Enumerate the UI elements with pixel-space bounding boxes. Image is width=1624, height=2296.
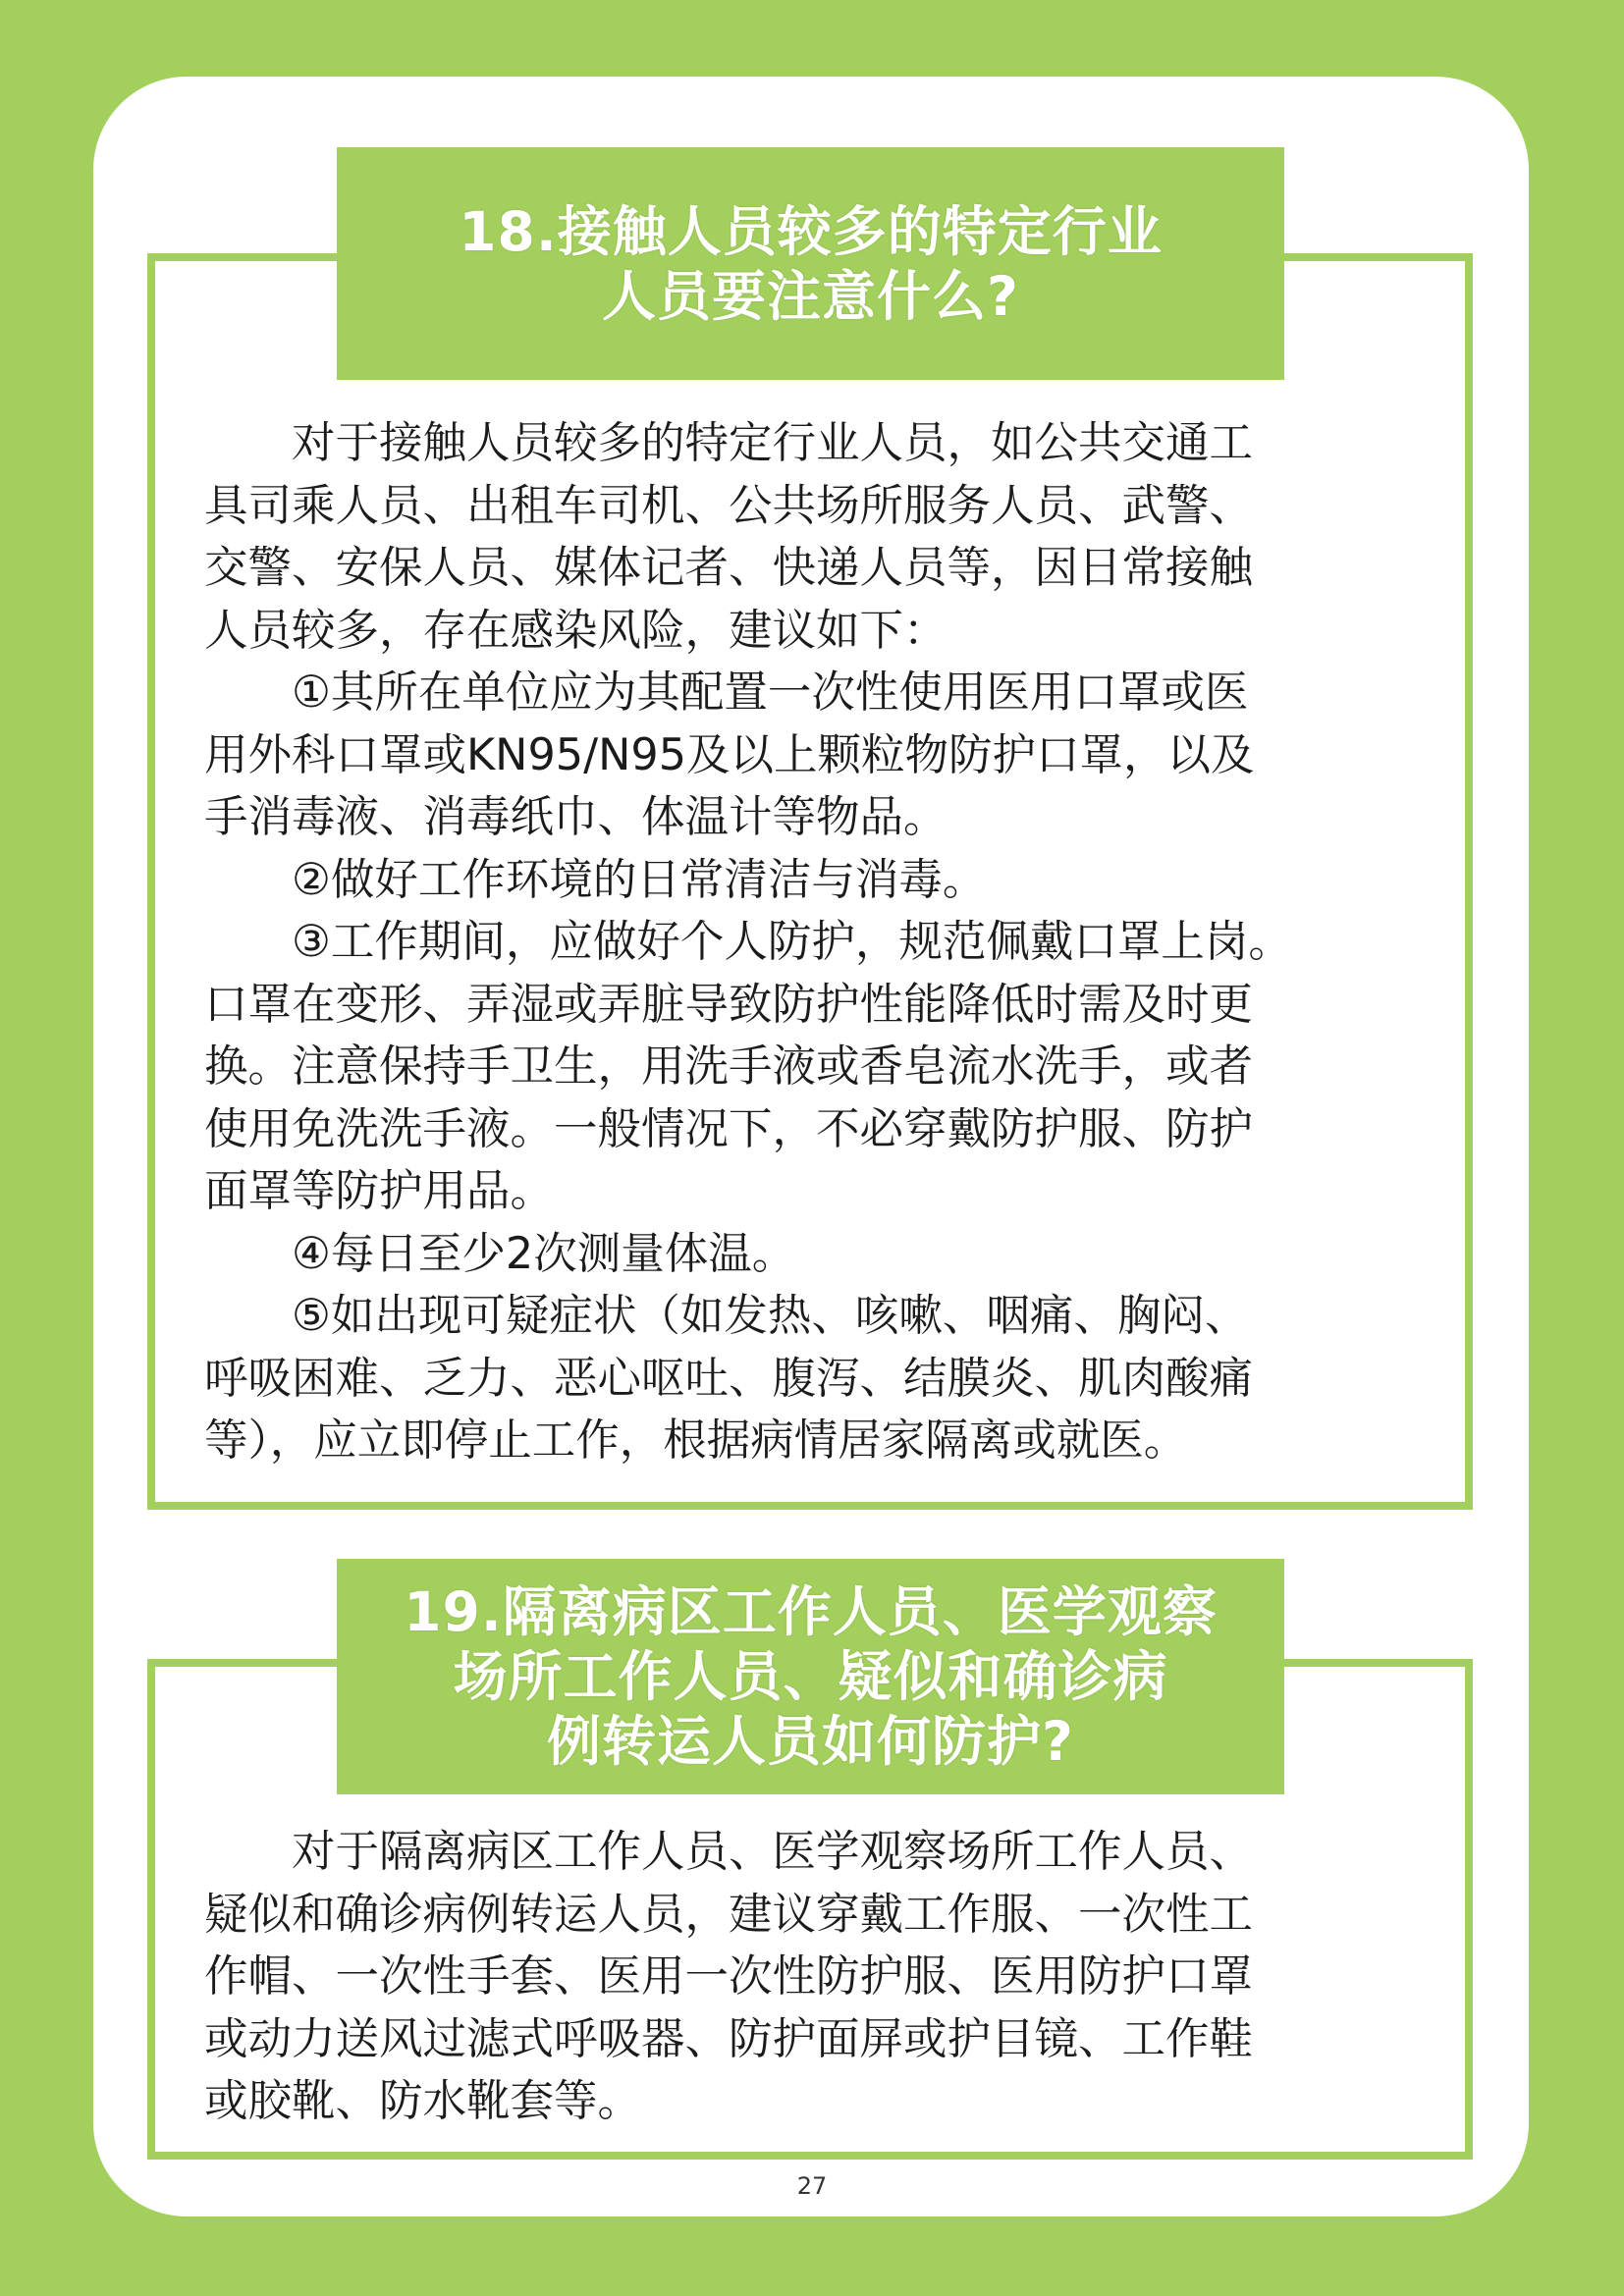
- body-line: 人员较多，存在感染风险，建议如下：: [204, 605, 947, 656]
- body-line: 呼吸困难、乏力、恶心呕吐、腹泻、结膜炎、肌肉酸痛: [204, 1353, 1254, 1404]
- body-line: 或动力送风过滤式呼吸器、防护面屏或护目镜、工作鞋: [204, 2013, 1254, 2064]
- section-18-title-line-2: 人员要注意什么?: [602, 264, 1019, 328]
- body-line: 等），应立即停止工作，根据病情居家隔离或就医。: [204, 1415, 1188, 1466]
- body-line: 疑似和确诊病例转运人员，建议穿戴工作服、一次性工: [204, 1889, 1254, 1940]
- body-line: ③工作期间，应做好个人防护，规范佩戴口罩上岗。: [292, 917, 1292, 967]
- body-line: 手消毒液、消毒纸巾、体温计等物品。: [204, 792, 947, 842]
- section-19-title-line-2: 场所工作人员、疑似和确诊病: [453, 1645, 1168, 1708]
- body-line: 面罩等防护用品。: [204, 1166, 555, 1216]
- body-line: 对于接触人员较多的特定行业人员，如公共交通工: [292, 418, 1254, 468]
- body-line: 交警、安保人员、媒体记者、快递人员等，因日常接触: [204, 543, 1254, 593]
- section-19-body: [204, 1821, 1422, 2133]
- body-line: 口罩在变形、弄湿或弄脏导致防护性能降低时需及时更: [204, 979, 1254, 1030]
- body-line: 换。注意保持手卫生，用洗手液或香皂流水洗手，或者: [204, 1041, 1254, 1092]
- body-line: ②做好工作环境的日常清洁与消毒。: [292, 854, 987, 905]
- section-19-title-line-1: 19.隔离病区工作人员、医学观察: [404, 1580, 1218, 1643]
- section-19-title-line-3: 例转运人员如何防护?: [547, 1710, 1074, 1773]
- body-line: 用外科口罩或KN95/N95及以上颗粒物防护口罩，以及: [204, 729, 1255, 780]
- section-19-title: [404, 1579, 1217, 1774]
- section-18-title-box: [337, 147, 1284, 380]
- page-number: 27: [796, 2172, 828, 2200]
- body-line: 或胶靴、防水靴套等。: [204, 2076, 642, 2126]
- body-line: ④每日至少2次测量体温。: [292, 1228, 796, 1279]
- section-18-body: [204, 412, 1422, 1472]
- body-line: ⑤如出现可疑症状（如发热、咳嗽、咽痛、胸闷、: [292, 1291, 1249, 1341]
- section-18-title: [459, 199, 1162, 329]
- body-line: 作帽、一次性手套、医用一次性防护服、医用防护口罩: [204, 1951, 1254, 2002]
- section-19-title-box: [337, 1559, 1284, 1794]
- body-line: 具司乘人员、出租车司机、公共场所服务人员、武警、: [204, 480, 1254, 531]
- body-line: 对于隔离病区工作人员、医学观察场所工作人员、: [292, 1827, 1254, 1877]
- section-18-title-line-1: 18.接触人员较多的特定行业: [459, 199, 1163, 263]
- body-line: 使用免洗洗手液。一般情况下，不必穿戴防护服、防护: [204, 1103, 1254, 1154]
- body-line: ①其所在单位应为其配置一次性使用医用口罩或医: [292, 667, 1249, 718]
